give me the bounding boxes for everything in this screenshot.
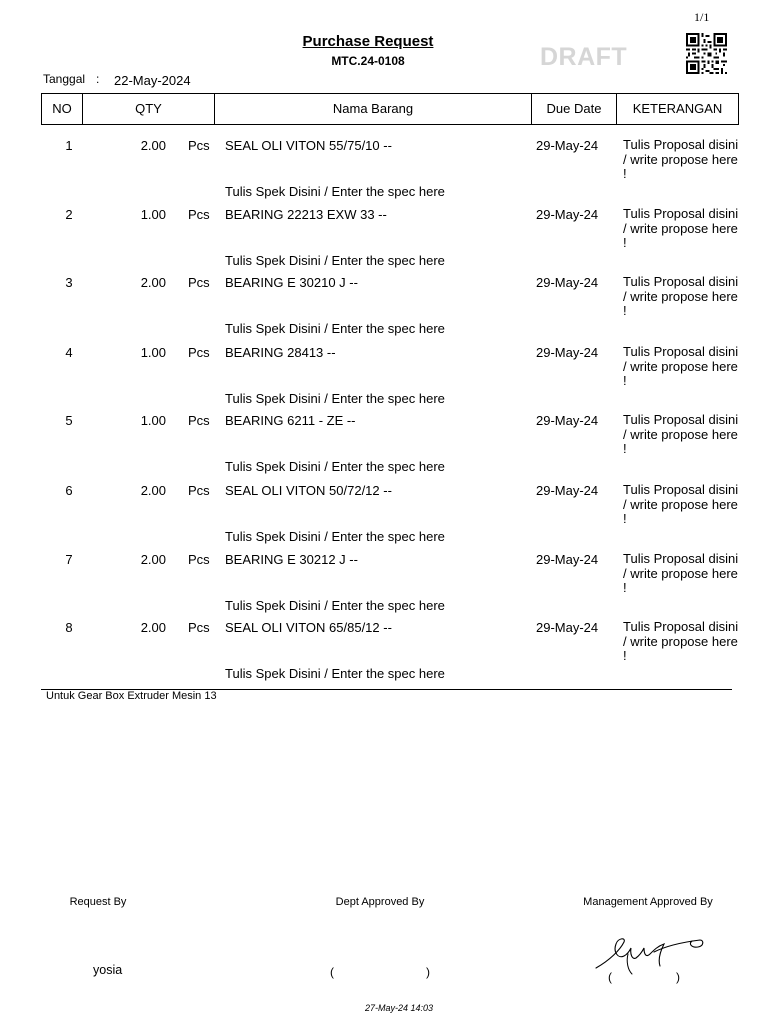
print-timestamp: 27-May-24 14:03 (364, 1003, 434, 1013)
row-remarks: Tulis Proposal disini / write propose here ! (623, 137, 739, 181)
table-row (0, 275, 768, 344)
row-unit: Pcs (188, 413, 210, 428)
request-by-label: Request By (69, 896, 127, 908)
row-item-name: BEARING 6211 - ZE -- (225, 413, 356, 428)
row-due-date: 29-May-24 (536, 413, 599, 428)
row-unit: Pcs (188, 552, 210, 567)
dept-paren-close: ) (426, 965, 430, 979)
row-due-date: 29-May-24 (536, 483, 599, 498)
page-number: 1/1 (694, 10, 710, 24)
date-label: Tanggal (43, 72, 86, 86)
row-unit: Pcs (188, 138, 210, 153)
dept-approved-label: Dept Approved By (335, 896, 425, 908)
col-header-remarks: KETERANGAN (632, 101, 723, 116)
row-qty: 1.00 (140, 207, 166, 222)
row-no: 1 (65, 138, 73, 153)
row-item-spec: Tulis Spek Disini / Enter the spec here (225, 459, 445, 474)
mgmt-paren-close: ) (676, 970, 680, 984)
dept-paren-open: ( (330, 965, 334, 979)
table-row (0, 345, 768, 414)
row-item-spec: Tulis Spek Disini / Enter the spec here (225, 184, 445, 199)
row-no: 6 (65, 483, 73, 498)
col-header-no: NO (42, 94, 83, 124)
row-item-name: BEARING E 30212 J -- (225, 552, 358, 567)
row-remarks: Tulis Proposal disini / write propose here ! (623, 412, 739, 456)
row-unit: Pcs (188, 345, 210, 360)
row-due-date: 29-May-24 (536, 275, 599, 290)
row-item-name: BEARING 28413 -- (225, 345, 336, 360)
row-unit: Pcs (188, 620, 210, 635)
table-row (0, 207, 768, 276)
row-remarks: Tulis Proposal disini / write propose here ! (623, 619, 739, 663)
row-item-spec: Tulis Spek Disini / Enter the spec here (225, 598, 445, 613)
mgmt-paren-open: ( (608, 970, 612, 984)
row-item-spec: Tulis Spek Disini / Enter the spec here (225, 321, 445, 336)
row-remarks: Tulis Proposal disini / write propose here ! (623, 206, 739, 250)
qr-code-icon (686, 33, 727, 74)
row-qty: 2.00 (140, 275, 166, 290)
row-qty: 2.00 (140, 138, 166, 153)
row-no: 4 (65, 345, 73, 360)
requester-name: yosia (93, 963, 123, 977)
row-due-date: 29-May-24 (536, 207, 599, 222)
row-qty: 2.00 (140, 483, 166, 498)
row-item-name: BEARING 22213 EXW 33 -- (225, 207, 387, 222)
row-item-spec: Tulis Spek Disini / Enter the spec here (225, 666, 445, 681)
table-row (0, 138, 768, 207)
document-title: Purchase Request (302, 33, 434, 50)
table-row (0, 552, 768, 621)
row-no: 2 (65, 207, 73, 222)
row-due-date: 29-May-24 (536, 620, 599, 635)
table-row (0, 413, 768, 482)
row-item-name: SEAL OLI VITON 65/85/12 -- (225, 620, 392, 635)
col-header-qty: QTY (83, 94, 215, 124)
row-item-spec: Tulis Spek Disini / Enter the spec here (225, 391, 445, 406)
row-remarks: Tulis Proposal disini / write propose here ! (623, 551, 739, 595)
remark-text: Untuk Gear Box Extruder Mesin 13 (46, 690, 217, 702)
row-qty: 2.00 (140, 620, 166, 635)
date-colon: : (96, 72, 100, 86)
draft-watermark: DRAFT (540, 43, 628, 71)
row-remarks: Tulis Proposal disini / write propose here ! (623, 482, 739, 526)
row-remarks: Tulis Proposal disini / write propose here ! (623, 344, 739, 388)
row-remarks: Tulis Proposal disini / write propose here ! (623, 274, 739, 318)
row-item-spec: Tulis Spek Disini / Enter the spec here (225, 253, 445, 268)
row-unit: Pcs (188, 207, 210, 222)
management-approved-label: Management Approved By (583, 896, 713, 908)
row-unit: Pcs (188, 483, 210, 498)
row-due-date: 29-May-24 (536, 138, 599, 153)
row-item-spec: Tulis Spek Disini / Enter the spec here (225, 529, 445, 544)
row-item-name: SEAL OLI VITON 50/72/12 -- (225, 483, 392, 498)
col-header-due-date: Due Date (532, 94, 617, 124)
row-due-date: 29-May-24 (536, 552, 599, 567)
row-item-name: SEAL OLI VITON 55/75/10 -- (225, 138, 392, 153)
row-unit: Pcs (188, 275, 210, 290)
row-item-name: BEARING E 30210 J -- (225, 275, 358, 290)
row-no: 5 (65, 413, 73, 428)
row-due-date: 29-May-24 (536, 345, 599, 360)
handwritten-signature (588, 934, 708, 976)
row-no: 8 (65, 620, 73, 635)
row-qty: 2.00 (140, 552, 166, 567)
row-qty: 1.00 (140, 345, 166, 360)
request-date: 22-May-2024 (114, 73, 191, 88)
row-qty: 1.00 (140, 413, 166, 428)
table-header (41, 93, 739, 125)
col-header-item-name: Nama Barang (215, 94, 532, 124)
table-row (0, 483, 768, 552)
row-no: 3 (65, 275, 73, 290)
table-row (0, 620, 768, 689)
row-no: 7 (65, 552, 73, 567)
document-number: MTC.24-0108 (331, 54, 405, 68)
